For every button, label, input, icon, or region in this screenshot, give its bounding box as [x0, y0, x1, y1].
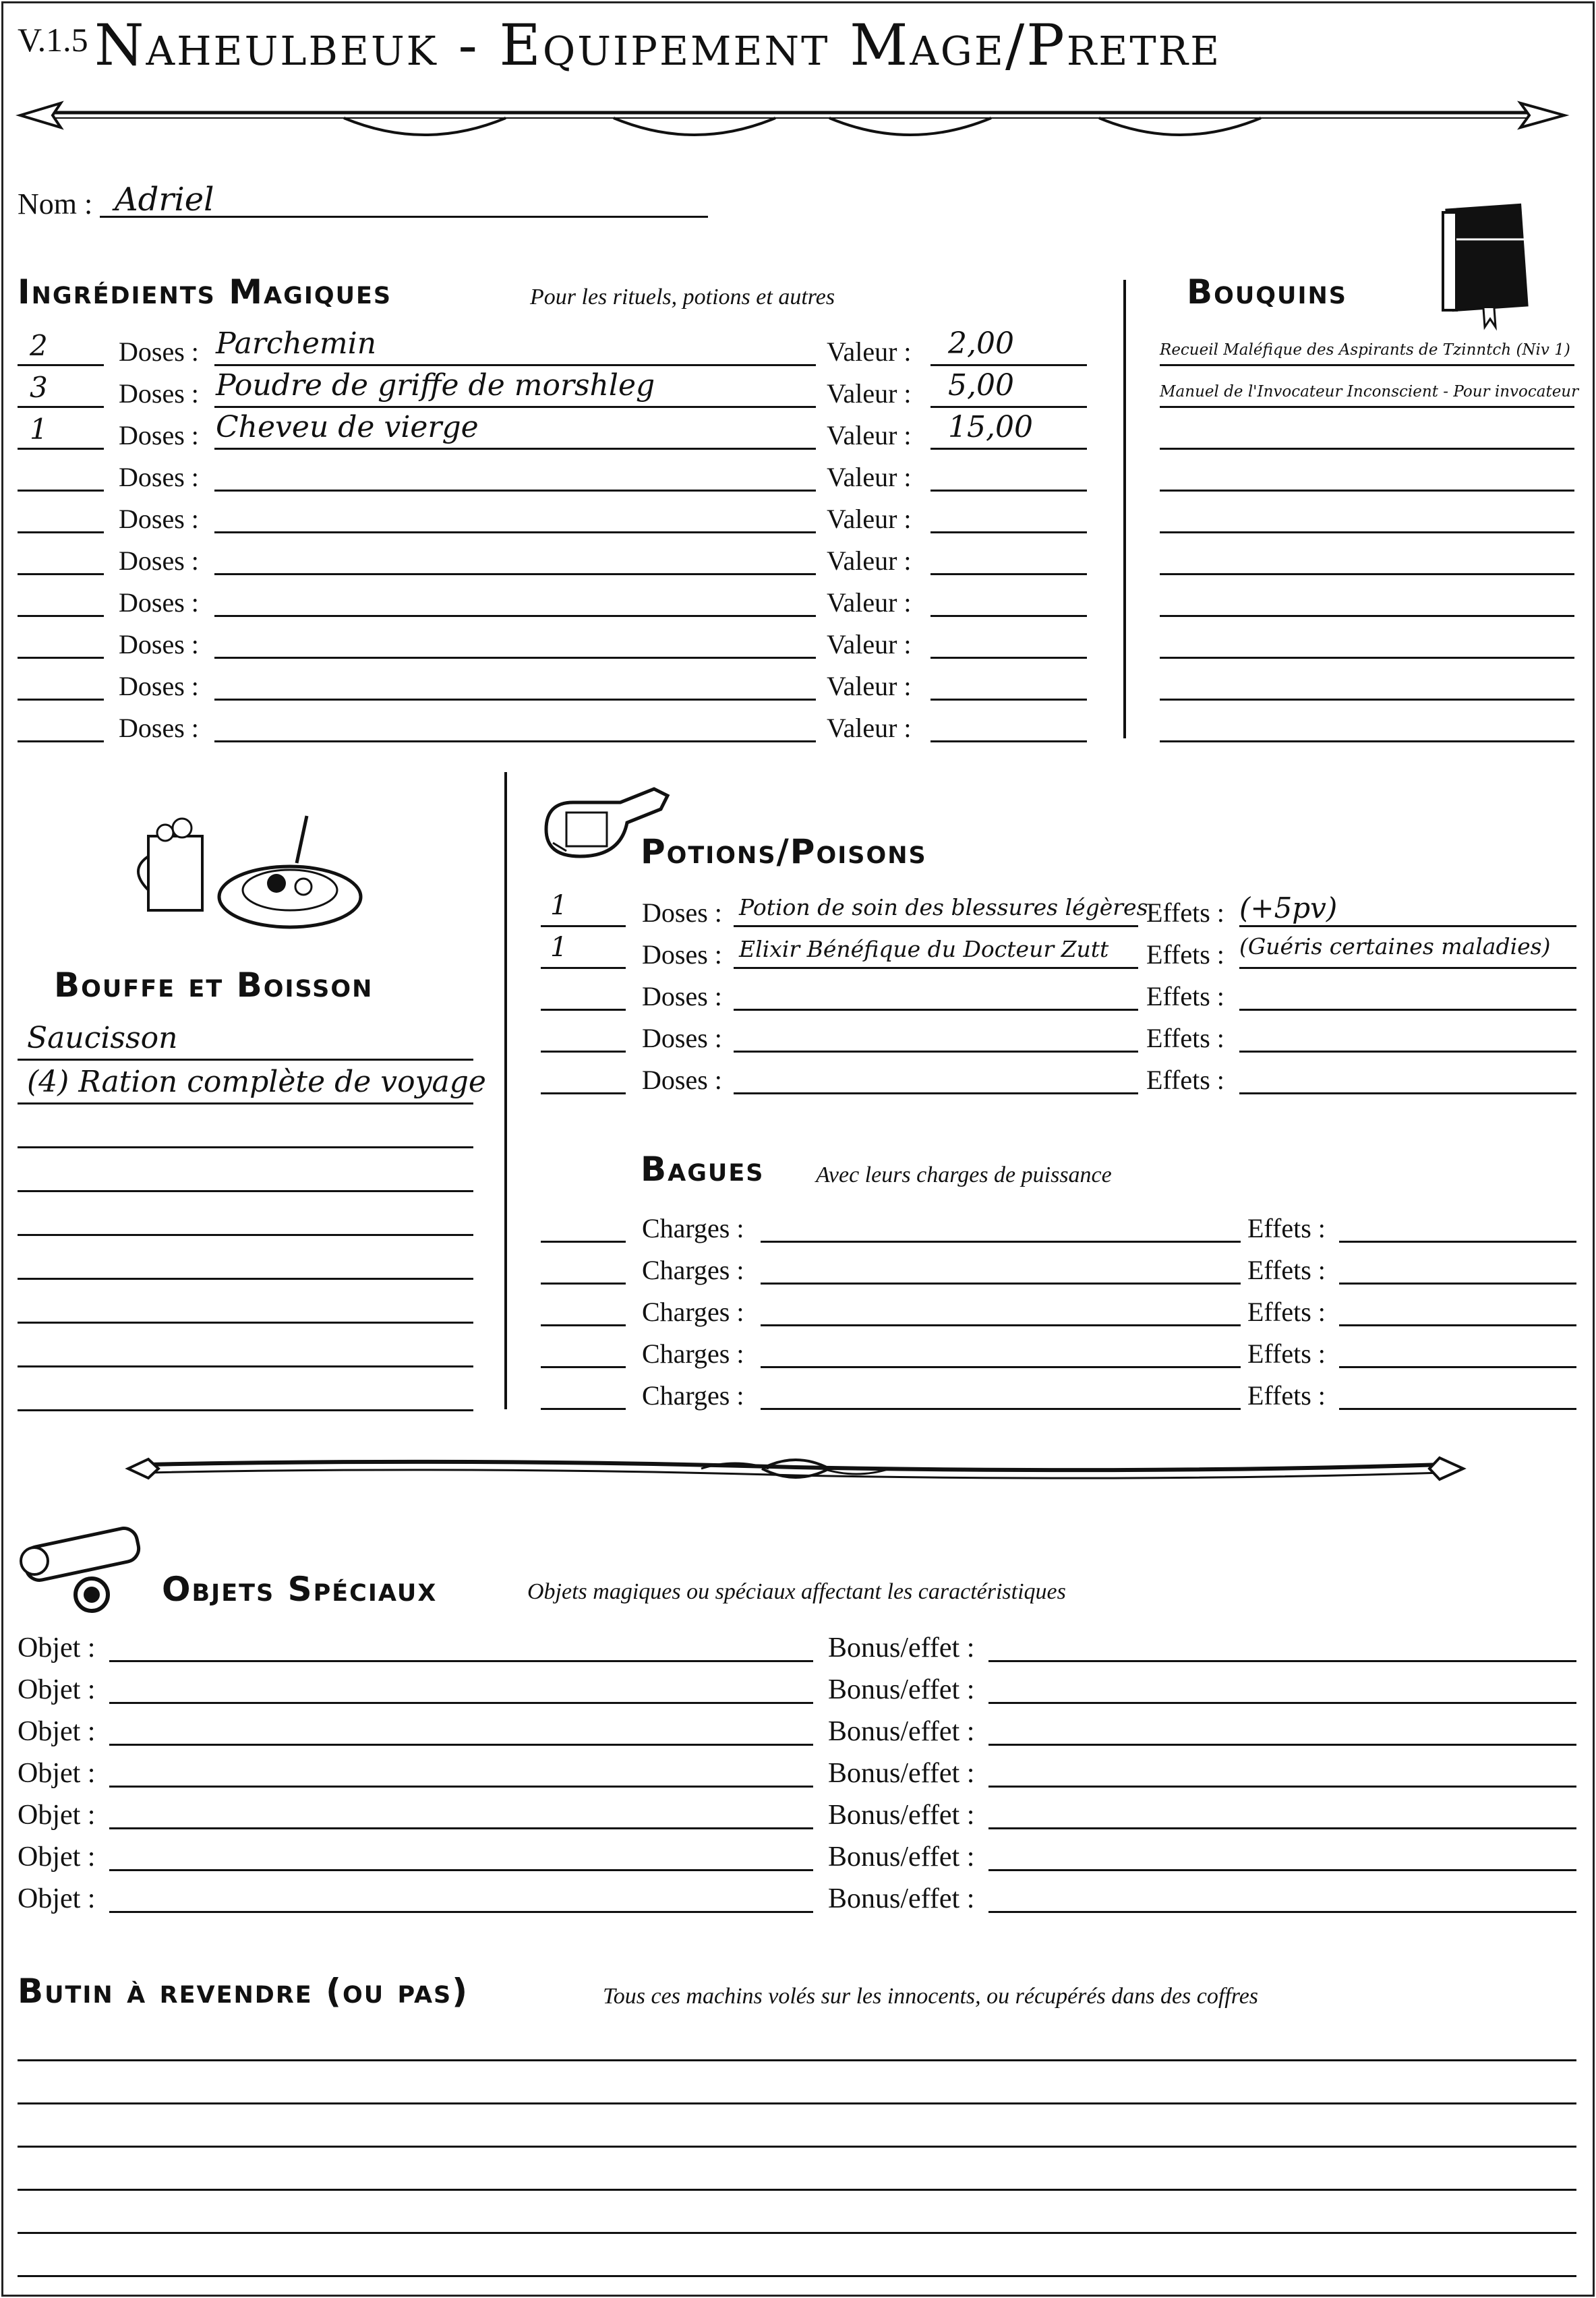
- ingredient-name-line: [214, 531, 816, 533]
- potion-name-line: [734, 1092, 1138, 1094]
- ingredient-name-line: [214, 573, 816, 575]
- butin-line: [18, 2189, 1576, 2191]
- bague-effect-line: [1339, 1366, 1576, 1368]
- scroll-and-ring-icon: [18, 1510, 152, 1618]
- potion-qty-line: [541, 967, 626, 969]
- bouquin-line: [1160, 657, 1574, 659]
- ingredients-divider: [1123, 280, 1126, 738]
- ingredient-value[interactable]: 5,00: [948, 368, 1014, 403]
- ingredient-name-line: [214, 406, 816, 408]
- bague-effets-label: Effets :: [1247, 1338, 1326, 1369]
- bague-effets-label: Effets :: [1247, 1255, 1326, 1285]
- bonus-line: [988, 1702, 1576, 1704]
- potion-effect-line: [1239, 1051, 1576, 1053]
- ingredient-qty[interactable]: 3: [30, 371, 48, 404]
- bague-effect-line: [1339, 1283, 1576, 1285]
- objet-line: [109, 1786, 813, 1788]
- ingredient-value[interactable]: 15,00: [948, 410, 1033, 444]
- ingredient-doses-label: Doses :: [119, 629, 199, 659]
- butin-line: [18, 2275, 1576, 2277]
- ingredient-name-line: [214, 448, 816, 450]
- food-and-mug-icon: [135, 802, 364, 937]
- potion-qty[interactable]: 1: [550, 932, 568, 963]
- bague-effect-line: [1339, 1408, 1576, 1410]
- potion-effets-label: Effets :: [1146, 981, 1224, 1011]
- ingredient-valeur-label: Valeur :: [827, 546, 912, 576]
- ingredient-doses-label: Doses :: [119, 420, 199, 450]
- potion-effect[interactable]: (+5pv): [1239, 891, 1338, 924]
- ingredient-valeur-label: Valeur :: [827, 336, 912, 367]
- bague-charges-line: [761, 1324, 1241, 1326]
- potion-qty-line: [541, 1051, 626, 1053]
- ingredient-doses-label: Doses :: [119, 462, 199, 492]
- bagues-subtitle: Avec leurs charges de puissance: [816, 1162, 1112, 1187]
- bague-qty-line: [541, 1241, 626, 1243]
- bouffe-title: Bouffe et Boisson: [54, 966, 374, 1005]
- ingredient-valeur-label: Valeur :: [827, 504, 912, 534]
- ingredient-value-line: [930, 364, 1087, 366]
- butin-line: [18, 2059, 1576, 2061]
- potion-qty-line: [541, 1009, 626, 1011]
- bouffe-entry[interactable]: Saucisson: [27, 1021, 178, 1055]
- potion-doses-label: Doses :: [642, 981, 722, 1011]
- potion-effect-line: [1239, 925, 1576, 927]
- bouffe-line: [18, 1059, 473, 1061]
- bague-charges-line: [761, 1408, 1241, 1410]
- bonus-label: Bonus/effet :: [828, 1632, 975, 1663]
- ingredient-value[interactable]: 2,00: [948, 326, 1014, 361]
- bouquin-line: [1160, 699, 1574, 701]
- bouquin-line: [1160, 406, 1574, 408]
- ingredients-title: Ingrédients Magiques: [18, 272, 392, 312]
- ingredient-value-line: [930, 531, 1087, 533]
- bouffe-line: [18, 1278, 473, 1280]
- ingredient-qty-line: [18, 699, 104, 701]
- bague-qty-line: [541, 1324, 626, 1326]
- ingredient-name-line: [214, 699, 816, 701]
- bague-effect-line: [1339, 1241, 1576, 1243]
- ingredient-doses-label: Doses :: [119, 587, 199, 618]
- bouquin-entry[interactable]: Recueil Maléfique des Aspirants de Tzinntch (Niv 1): [1160, 341, 1570, 359]
- bague-effets-label: Effets :: [1247, 1213, 1326, 1243]
- staff-divider-icon: [128, 1444, 1463, 1492]
- bonus-label: Bonus/effet :: [828, 1883, 975, 1914]
- ingredient-value-line: [930, 448, 1087, 450]
- bague-charges-label: Charges :: [642, 1255, 744, 1285]
- bague-effets-label: Effets :: [1247, 1380, 1326, 1411]
- name-field[interactable]: Adriel: [115, 181, 214, 218]
- ingredient-qty-line: [18, 573, 104, 575]
- potion-doses-label: Doses :: [642, 939, 722, 970]
- spear-divider-icon: [20, 91, 1571, 145]
- ingredient-name[interactable]: Parchemin: [216, 326, 377, 361]
- bague-effets-label: Effets :: [1247, 1297, 1326, 1327]
- bonus-line: [988, 1869, 1576, 1871]
- butin-line: [18, 2146, 1576, 2148]
- potion-name-line: [734, 967, 1138, 969]
- ingredient-value-line: [930, 657, 1087, 659]
- bouquin-line: [1160, 364, 1574, 366]
- objets-title: Objets Spéciaux: [162, 1570, 438, 1609]
- objet-line: [109, 1744, 813, 1746]
- potion-effect-line: [1239, 1009, 1576, 1011]
- potion-name[interactable]: Elixir Bénéfique du Docteur Zutt: [739, 936, 1109, 962]
- objet-label: Objet :: [18, 1758, 96, 1789]
- ingredient-name-line: [214, 657, 816, 659]
- potion-effets-label: Effets :: [1146, 1065, 1224, 1095]
- objet-label: Objet :: [18, 1883, 96, 1914]
- ingredients-subtitle: Pour les rituels, potions et autres: [530, 285, 835, 310]
- potion-qty-line: [541, 925, 626, 927]
- bonus-line: [988, 1660, 1576, 1662]
- bague-qty-line: [541, 1283, 626, 1285]
- bague-charges-label: Charges :: [642, 1338, 744, 1369]
- ingredient-doses-label: Doses :: [119, 336, 199, 367]
- ingredient-qty-line: [18, 406, 104, 408]
- bonus-label: Bonus/effet :: [828, 1674, 975, 1705]
- book-icon: [1436, 199, 1537, 327]
- objet-label: Objet :: [18, 1674, 96, 1705]
- bonus-label: Bonus/effet :: [828, 1842, 975, 1873]
- ingredient-value-line: [930, 406, 1087, 408]
- ingredient-qty-line: [18, 364, 104, 366]
- bonus-line: [988, 1786, 1576, 1788]
- ingredient-value-line: [930, 573, 1087, 575]
- bonus-label: Bonus/effet :: [828, 1758, 975, 1789]
- ingredient-valeur-label: Valeur :: [827, 462, 912, 492]
- ingredient-doses-label: Doses :: [119, 546, 199, 576]
- ingredient-value-line: [930, 699, 1087, 701]
- potion-qty-line: [541, 1092, 626, 1094]
- bouquin-line: [1160, 448, 1574, 450]
- objet-line: [109, 1660, 813, 1662]
- ingredient-qty[interactable]: 1: [30, 413, 48, 446]
- ingredient-qty-line: [18, 657, 104, 659]
- objet-line: [109, 1702, 813, 1704]
- ingredient-doses-label: Doses :: [119, 713, 199, 743]
- name-label: Nom :: [18, 187, 93, 220]
- bagues-title: Bagues: [641, 1150, 765, 1189]
- potion-name-line: [734, 925, 1138, 927]
- bonus-label: Bonus/effet :: [828, 1716, 975, 1747]
- ingredient-name-line: [214, 615, 816, 617]
- ingredient-name-line: [214, 490, 816, 492]
- bague-qty-line: [541, 1408, 626, 1410]
- ingredient-qty-line: [18, 448, 104, 450]
- bouffe-line: [18, 1146, 473, 1148]
- version-label: V.1.5: [18, 21, 88, 59]
- bouquins-title: Bouquins: [1187, 272, 1347, 312]
- bouffe-line: [18, 1234, 473, 1236]
- bouquin-line: [1160, 740, 1574, 742]
- bonus-line: [988, 1744, 1576, 1746]
- objet-line: [109, 1827, 813, 1829]
- bague-charges-label: Charges :: [642, 1380, 744, 1411]
- objets-subtitle: Objets magiques ou spéciaux affectant les caractéristiques: [527, 1579, 1066, 1604]
- objet-label: Objet :: [18, 1632, 96, 1663]
- ingredient-doses-label: Doses :: [119, 504, 199, 534]
- ingredient-valeur-label: Valeur :: [827, 378, 912, 409]
- ingredient-doses-label: Doses :: [119, 671, 199, 701]
- ingredient-valeur-label: Valeur :: [827, 629, 912, 659]
- potion-name-line: [734, 1051, 1138, 1053]
- ingredient-name-line: [214, 364, 816, 366]
- bonus-line: [988, 1827, 1576, 1829]
- potion-doses-label: Doses :: [642, 1065, 722, 1095]
- bouquin-line: [1160, 573, 1574, 575]
- center-divider: [504, 772, 507, 1409]
- bouffe-line: [18, 1102, 473, 1104]
- ingredient-qty-line: [18, 531, 104, 533]
- potion-name-line: [734, 1009, 1138, 1011]
- ingredient-name[interactable]: Cheveu de vierge: [216, 410, 479, 444]
- ingredient-doses-label: Doses :: [119, 378, 199, 409]
- bouquin-entry[interactable]: Manuel de l'Invocateur Inconscient - Pour invocateur: [1160, 383, 1579, 401]
- ingredient-qty[interactable]: 2: [30, 329, 48, 362]
- potion-effect-line: [1239, 1092, 1576, 1094]
- objet-line: [109, 1869, 813, 1871]
- potion-name[interactable]: Potion de soin des blessures légères: [739, 894, 1148, 920]
- ingredient-valeur-label: Valeur :: [827, 671, 912, 701]
- ingredient-qty-line: [18, 615, 104, 617]
- potion-effect-line: [1239, 967, 1576, 969]
- bouquin-line: [1160, 615, 1574, 617]
- objet-label: Objet :: [18, 1842, 96, 1873]
- bague-qty-line: [541, 1366, 626, 1368]
- ingredient-value-line: [930, 490, 1087, 492]
- ingredient-valeur-label: Valeur :: [827, 587, 912, 618]
- bonus-label: Bonus/effet :: [828, 1800, 975, 1831]
- bague-charges-line: [761, 1283, 1241, 1285]
- objet-label: Objet :: [18, 1800, 96, 1831]
- bouffe-entry[interactable]: (4) Ration complète de voyage: [27, 1065, 486, 1099]
- ingredient-qty-line: [18, 490, 104, 492]
- bouquin-line: [1160, 531, 1574, 533]
- bonus-line: [988, 1911, 1576, 1913]
- ingredient-value-line: [930, 740, 1087, 742]
- bouffe-line: [18, 1365, 473, 1367]
- page-title: Naheulbeuk - Equipement Mage/Pretre: [94, 12, 1222, 78]
- butin-title: Butin à revendre (ou pas): [18, 1972, 469, 2011]
- ingredient-name-line: [214, 740, 816, 742]
- potion-doses-label: Doses :: [642, 1023, 722, 1053]
- bouquin-line: [1160, 490, 1574, 492]
- potion-effect[interactable]: (Guéris certaines maladies): [1239, 933, 1551, 960]
- ingredient-qty-line: [18, 740, 104, 742]
- potion-effets-label: Effets :: [1146, 1023, 1224, 1053]
- potion-effets-label: Effets :: [1146, 939, 1224, 970]
- potion-doses-label: Doses :: [642, 897, 722, 928]
- potion-effets-label: Effets :: [1146, 897, 1224, 928]
- butin-line: [18, 2232, 1576, 2234]
- bouffe-line: [18, 1190, 473, 1192]
- ingredient-valeur-label: Valeur :: [827, 420, 912, 450]
- bague-charges-label: Charges :: [642, 1297, 744, 1327]
- ingredient-valeur-label: Valeur :: [827, 713, 912, 743]
- bague-effect-line: [1339, 1324, 1576, 1326]
- bague-charges-label: Charges :: [642, 1213, 744, 1243]
- objet-line: [109, 1911, 813, 1913]
- objet-label: Objet :: [18, 1716, 96, 1747]
- bague-charges-line: [761, 1366, 1241, 1368]
- bague-charges-line: [761, 1241, 1241, 1243]
- potion-qty[interactable]: 1: [550, 890, 568, 921]
- bouffe-line: [18, 1409, 473, 1411]
- potions-title: Potions/Poisons: [641, 832, 927, 871]
- butin-line: [18, 2102, 1576, 2104]
- ingredient-value-line: [930, 615, 1087, 617]
- butin-subtitle: Tous ces machins volés sur les innocents, ou récupérés dans des coffres: [603, 1984, 1259, 2009]
- ingredient-name[interactable]: Poudre de griffe de morshleg: [216, 368, 655, 403]
- bouffe-line: [18, 1322, 473, 1324]
